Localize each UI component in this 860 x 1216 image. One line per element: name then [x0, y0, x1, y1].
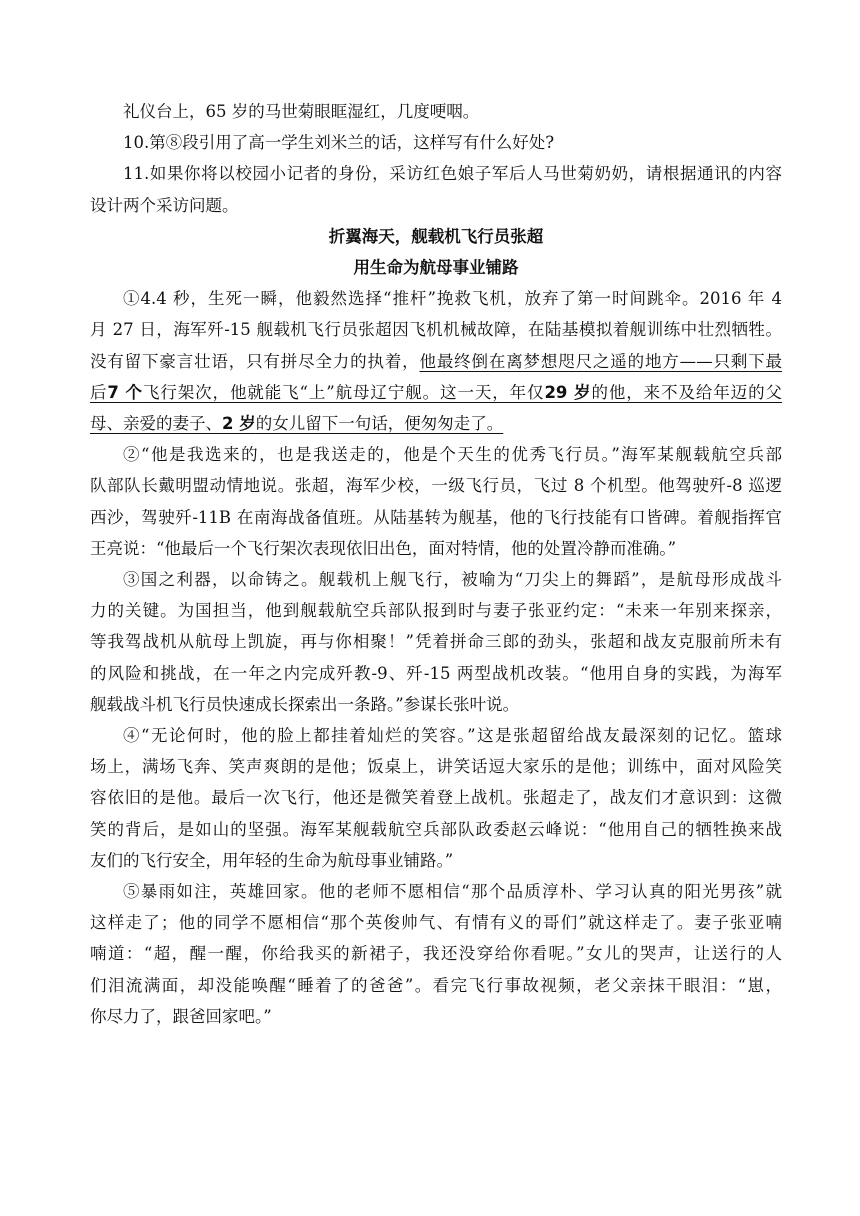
article-subtitle: 用生命为航母事业铺路 [353, 258, 519, 278]
p1-line-3-plain: 没有留下豪言壮语，只有拼尽全力的执着， [90, 351, 420, 371]
document-page [90, 96, 782, 1032]
article-title: 折翼海天，舰载机飞行员张超 [328, 226, 544, 246]
p4-line-3: 容依旧的是他。最后一次飞行，他还是微笑着登上战机。张超走了，战友们才意识到：这微 [90, 788, 782, 808]
paragraph-5 [90, 876, 782, 1032]
p3-line-2: 力的关键。为国担当，他到舰载航空兵部队报到时与妻子张亚约定：“未来一年别来探亲， [90, 601, 782, 621]
p1-line-4 [90, 377, 782, 408]
p2-line-4: 王亮说：“他最后一个飞行架次表现依旧出色，面对特情，他的处置冷静而准确。” [90, 538, 677, 558]
p3-line-3: 等我驾战机从航母上凯旋，再与你相聚！”凭着拼命三郎的劲头，张超和战友克服前所未有 [90, 632, 782, 652]
p2-line-2: 队部队长戴明盟动情地说。张超，海军少校，一级飞行员，飞过 8 个机型。他驾驶歼-8 巡逻 [90, 476, 782, 496]
p1-line-4-a: 后 [90, 382, 108, 402]
question-11-line-1: 11.如果你将以校园小记者的身份，采访红色娘子军后人马世菊奶奶，请根据通讯的内容 [123, 164, 782, 184]
paragraph-2 [90, 439, 782, 564]
p5-line-4: 们泪流满面，却没能唤醒“睡着了的爸爸”。看完飞行事故视频，老父亲抹干眼泪：“崽， [90, 975, 782, 995]
p5-line-1: ⑤暴雨如注，英雄回家。他的老师不愿相信“那个品质淳朴、学习认真的阳光男孩”就 [123, 882, 782, 902]
p2-line-1: ②“他是我选来的，也是我送走的，他是个天生的优秀飞行员。”海军某舰载航空兵部 [123, 445, 782, 465]
p1-line-1: ①4.4 秒，生死一瞬，他毅然选择“推杆”挽救飞机，放弃了第一时间跳伞。2016 年 4 [123, 289, 782, 309]
p4-line-4: 笑的背后，是如山的坚强。海军某舰载航空兵部队政委赵云峰说：“他用自己的牺牲换来战 [90, 819, 782, 839]
p4-line-1: ④“无论何时，他的脸上都挂着灿烂的笑容。”这是张超留给战友最深刻的记忆。篮球 [123, 726, 782, 746]
p4-line-5: 友们的飞行安全，用年轻的生命为航母事业铺路。” [90, 850, 454, 870]
p3-line-5: 舰载战斗机飞行员快速成长探索出一条路。”参谋长张叶说。 [90, 694, 520, 714]
paragraph-3 [90, 564, 782, 720]
p2-line-3: 西沙，驾驶歼-11B 在南海战备值班。从陆基转为舰基，他的飞行技能有口皆碑。着舰指挥官 [90, 507, 782, 527]
p1-underlined-text: 他最终倒在离梦想咫尺之遥的地方——只剩下最 [419, 351, 783, 371]
p4-line-2: 场上，满场飞奔、笑声爽朗的是他；饭桌上，讲笑话逗大家乐的是他；训练中，面对风险笑 [90, 757, 782, 777]
p1-line-4-c: 飞行架次，他就能飞“上”航母辽宁舰。这一天，年仅 [142, 382, 545, 402]
p1-line-4-e: 的他，来不及给年迈的父 [591, 382, 782, 402]
question-9-tail: 礼仪台上，65 岁的马世菊眼眶湿红，几度哽咽。 [123, 102, 480, 121]
paragraph-4 [90, 720, 782, 876]
p1-bold-seven: 7 个 [107, 382, 143, 402]
question-11-line-2: 设计两个采访问题。 [90, 195, 239, 215]
p1-line-2: 月 27 日，海军歼-15 舰载机飞行员张超因飞机机械故障，在陆基模拟着舰训练中壮烈牺牲。 [90, 320, 782, 340]
p3-line-1: ③国之利器，以命铸之。舰载机上舰飞行，被喻为“刀尖上的舞蹈”，是航母形成战斗 [123, 570, 782, 590]
p5-line-3: 喃道：“超，醒一醒，你给我买的新裙子，我还没穿给你看呢。”女儿的哭声，让送行的人 [90, 944, 782, 964]
p3-line-4: 的风险和挑战，在一年之内完成歼教-9、歼-15 两型战机改装。“他用自身的实践，为海军 [90, 663, 782, 683]
paragraph-1 [90, 283, 782, 439]
p1-bold-age: 29 岁 [544, 382, 592, 402]
p1-line-3 [90, 346, 782, 377]
p5-line-5: 你尽力了，跟爸回家吧。” [90, 1006, 272, 1026]
p5-line-2: 这样走了；他的同学不愿相信“那个英俊帅气、有情有义的哥们”就这样走了。妻子张亚喃 [90, 913, 782, 933]
p1-bold-daughter-age: 2 岁 [222, 414, 256, 434]
p1-line-5 [90, 408, 782, 439]
p1-line-5-a: 母、亲爱的妻子、 [90, 414, 222, 434]
question-10: 10.第⑧段引用了高一学生刘米兰的话，这样写有什么好处? [123, 133, 555, 153]
p1-line-5-c: 的女儿留下一句话，便匆匆走了。 [255, 414, 504, 434]
